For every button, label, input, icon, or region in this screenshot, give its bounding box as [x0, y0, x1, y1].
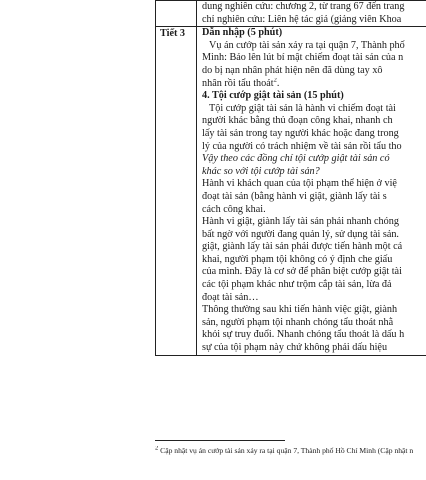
text-line-content: đoạt tài sản… [202, 291, 259, 303]
text-line [197, 27, 426, 40]
footnote-divider [155, 440, 285, 441]
text-line-content: sản, người phạm tội nhanh chóng tẩu thoát nhằ [202, 316, 394, 328]
text-line-content: Vậy theo các đồng chí tội cướp giật tài sản có [202, 153, 390, 165]
text-line [197, 90, 426, 103]
text-line-content: Dẫn nhập (5 phút) [202, 27, 283, 39]
table-row [156, 27, 426, 355]
table-cell-empty [156, 1, 197, 27]
text-line-content: Hành vi giật, giành lấy tài sản phải nhanh chóng [202, 216, 399, 228]
footnote-marker: 2 [155, 446, 159, 452]
text-line [197, 40, 426, 53]
text-line-content: đoạt tài sản (bằng hành vi giật, giành lấy tài s [202, 190, 387, 202]
text-line [197, 279, 426, 292]
text-line [197, 216, 426, 229]
text-line-content: khác so với tội cướp tài sản? [202, 165, 320, 177]
table-cell-content [197, 27, 426, 355]
text-line [197, 329, 426, 342]
text-line [197, 266, 426, 279]
text-line-content: các tội phạm khác như trộm cắp tài sản, lừa đả [202, 279, 392, 291]
text-line-suffix: . [276, 77, 280, 89]
text-line-content: người khác bằng thủ đoạn công khai, nhanh ch [202, 115, 393, 127]
text-line-content: Hành vi khách quan của tội phạm thể hiện ở việ [202, 178, 397, 190]
text-line-content: Tội cướp giật tài sản là hành vi chiếm đoạt tài [209, 102, 396, 114]
text-line: dung nghiên cứu: chương 2, từ trang 67 đến trang [202, 1, 405, 12]
text-line-content: của mình. Đây là cơ sở để phân biệt cướp giật tài [202, 266, 402, 278]
period-label: Tiết 3 [160, 28, 185, 40]
text-line-content: khỏi sự truy đuổi. Nhanh chóng tẩu thoát là dấu h [202, 329, 405, 341]
text-line [197, 304, 426, 317]
text-line-content: lý của người có trách nhiệm về tài sản rồi tẩu tho [202, 140, 402, 152]
text-line [197, 241, 426, 254]
text-line-content: giật, giành lấy tài sản phải được tiến hành một cá [202, 241, 403, 253]
text-line [197, 292, 426, 305]
lesson-plan-table [155, 0, 426, 356]
footnote [155, 446, 426, 455]
text-line-content: Thông thường sau khi tiến hành việc giật, giành [202, 304, 398, 316]
text-line-content: 4. Tội cướp giật tài sản (15 phút) [202, 90, 344, 102]
text-line-content: do bị nạn nhân phát hiện nên đã dùng tay xô [202, 64, 383, 76]
period-label-cell [156, 27, 197, 355]
table-cell-content [197, 1, 426, 27]
text-line-content: khai, người phạm tội không có ý định che giấu [202, 253, 393, 265]
text-line-content: sự của tội phạm này chứ không phải dấu hiệu [202, 342, 388, 354]
text-line [197, 166, 426, 179]
text-line [197, 65, 426, 78]
text-line [197, 115, 426, 128]
text-line [197, 103, 426, 116]
text-line [197, 317, 426, 330]
text-line [197, 178, 426, 191]
text-line: chỉ nghiên cứu: Liên hệ tác giả (giảng viên Khoa [202, 13, 402, 25]
text-line [197, 128, 426, 141]
text-line [197, 204, 426, 217]
text-line [197, 191, 426, 204]
text-line-content: bất ngờ với người đang quản lý, sử dụng tài sản. [202, 228, 399, 240]
text-line [197, 342, 426, 355]
text-line-content: Minh: Bảo lên lút bí mật chiếm đoạt tài sản của n [202, 52, 404, 64]
text-line [197, 254, 426, 267]
text-line-content: nhân rồi tẩu thoát [202, 77, 274, 89]
footnote-text: Cập nhật vụ án cướp tài sản xảy ra tại quận 7, Thành phố Hồ Chí Minh (Cập nhật n [160, 446, 414, 455]
text-line [197, 78, 426, 91]
text-line [197, 153, 426, 166]
text-line-content: Vụ án cướp tài sản xảy ra tại quận 7, Thành phố [209, 39, 405, 51]
text-line-content: cách công khai. [202, 203, 266, 215]
text-line [197, 141, 426, 154]
text-line [197, 52, 426, 65]
table-row [156, 1, 426, 27]
footnote-reference: 2 [273, 77, 277, 84]
text-line [197, 229, 426, 242]
text-line-content: lấy tài sản trong tay người khác hoặc đang trong [202, 127, 399, 139]
